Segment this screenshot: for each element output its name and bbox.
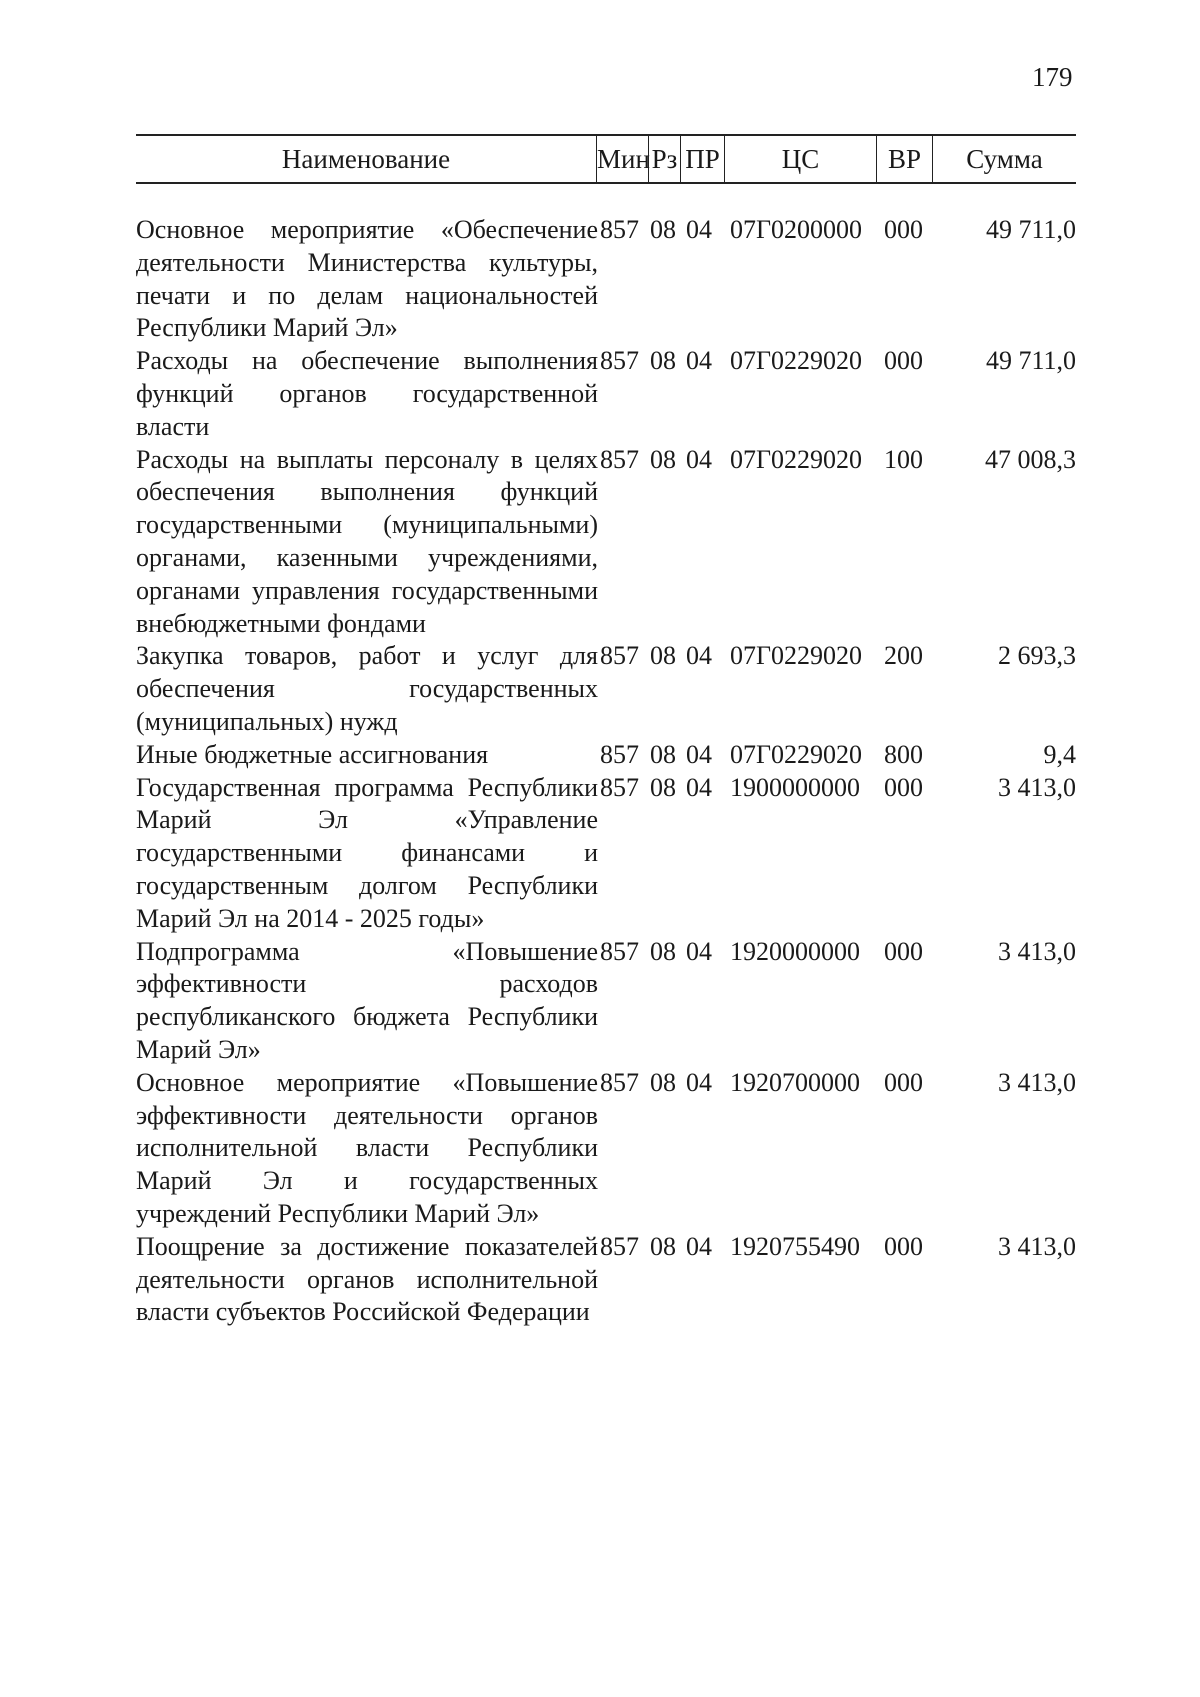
row-name: Иные бюджетные ассигнования (136, 739, 489, 769)
row-vr: 000 (884, 1231, 923, 1261)
row-name: Расходы на обеспечение выполнения функций органов государственной власти (136, 346, 598, 441)
row-pr: 04 (686, 444, 712, 474)
table-body (136, 214, 1076, 1329)
row-sum: 49 711,0 (985, 215, 1076, 244)
row-cs: 1920755490 (730, 1231, 860, 1261)
row-min: 857 (600, 346, 639, 376)
row-rz: 08 (650, 1067, 676, 1097)
row-min: 857 (600, 772, 639, 802)
row-rz: 08 (650, 346, 676, 376)
row-pr: 04 (686, 739, 712, 769)
row-vr: 000 (884, 936, 923, 966)
header-pr: ПР (680, 136, 724, 182)
row-cs: 1920000000 (730, 936, 860, 966)
row-name: Поощрение за достижение показателей деятельности органов исполнительной власти субъектов Российской Федерации (136, 1231, 598, 1327)
table-row (136, 936, 1076, 1067)
row-min: 857 (600, 641, 639, 671)
table-row (136, 739, 1076, 772)
row-sum: 47 008,3 (985, 444, 1076, 474)
row-sum: 3 413,0 (998, 1231, 1076, 1261)
row-vr: 200 (884, 641, 923, 671)
table-row (136, 1067, 1076, 1231)
row-cs: 1900000000 (730, 772, 860, 802)
row-vr: 100 (884, 444, 923, 474)
table-row (136, 1231, 1076, 1329)
row-vr: 000 (884, 772, 923, 802)
row-rz: 08 (650, 641, 676, 671)
row-cs: 07Г0229020 (730, 444, 863, 474)
header-name: Наименование (281, 144, 451, 174)
header-vr: ВР (876, 136, 932, 182)
row-pr: 04 (686, 641, 712, 671)
header-sum: Сумма (932, 136, 1076, 182)
row-name: Основное мероприятие «Обеспечение деятельности Министерства культуры, печати и по делам национальностей Республики Марий Эл» (136, 215, 598, 343)
header-cs: ЦС (724, 136, 876, 182)
row-rz: 08 (650, 1231, 676, 1261)
table-row (136, 444, 1076, 641)
table-row (136, 640, 1076, 738)
row-vr: 000 (884, 346, 923, 376)
row-pr: 04 (686, 936, 712, 966)
row-sum: 2 693,3 (998, 641, 1076, 671)
row-cs: 07Г0200000 (730, 215, 863, 244)
table-row (136, 772, 1076, 936)
row-name: Государственная программа Республики Марий Эл «Управление государственными финансами и государственным долгом Республики Марий Эл на 2014 - 2025 годы» (136, 772, 598, 933)
row-cs: 07Г0229020 (730, 641, 863, 671)
row-rz: 08 (650, 215, 676, 244)
row-rz: 08 (650, 444, 676, 474)
row-pr: 04 (686, 215, 712, 244)
row-min: 857 (600, 215, 639, 244)
budget-table (136, 134, 1076, 1329)
row-cs: 1920700000 (730, 1067, 860, 1097)
row-vr: 000 (884, 215, 923, 244)
row-pr: 04 (686, 772, 712, 802)
table-header (136, 134, 1076, 184)
row-rz: 08 (650, 936, 676, 966)
row-name: Закупка товаров, работ и услуг для обеспечения государственных (муниципальных) нужд (136, 641, 598, 736)
row-name: Основное мероприятие «Повышение эффективности деятельности органов исполнительной власти Республики Марий Эл и государственных учреждений Республики Марий Эл» (136, 1067, 598, 1228)
row-cs: 07Г0229020 (730, 739, 863, 769)
row-pr: 04 (686, 1067, 712, 1097)
row-rz: 08 (650, 772, 676, 802)
row-cs: 07Г0229020 (730, 346, 863, 376)
table-row (136, 345, 1076, 443)
header-rz: Рз (648, 136, 680, 182)
row-pr: 04 (686, 1231, 712, 1261)
row-sum: 3 413,0 (998, 936, 1076, 966)
row-min: 857 (600, 1231, 639, 1261)
row-name: Расходы на выплаты персоналу в целях обеспечения выполнения функций государственными (муниципальными) органами, казенными учреждениями, органами управления государственными внебюджетными фондами (136, 444, 598, 638)
row-sum: 9,4 (1043, 739, 1076, 769)
row-min: 857 (600, 444, 639, 474)
row-min: 857 (600, 1067, 639, 1097)
row-sum: 49 711,0 (985, 346, 1076, 376)
table-row (136, 214, 1076, 345)
header-min: Мин (596, 136, 648, 182)
row-rz: 08 (650, 739, 676, 769)
page-number: 179 (1032, 62, 1073, 92)
row-pr: 04 (686, 346, 712, 376)
row-min: 857 (600, 936, 639, 966)
row-sum: 3 413,0 (998, 772, 1076, 802)
row-vr: 800 (884, 739, 923, 769)
row-vr: 000 (884, 1067, 923, 1097)
row-name: Подпрограмма «Повышение эффективности расходов республиканского бюджета Республики Марий Эл» (136, 936, 598, 1064)
row-sum: 3 413,0 (998, 1067, 1076, 1097)
row-min: 857 (600, 739, 639, 769)
